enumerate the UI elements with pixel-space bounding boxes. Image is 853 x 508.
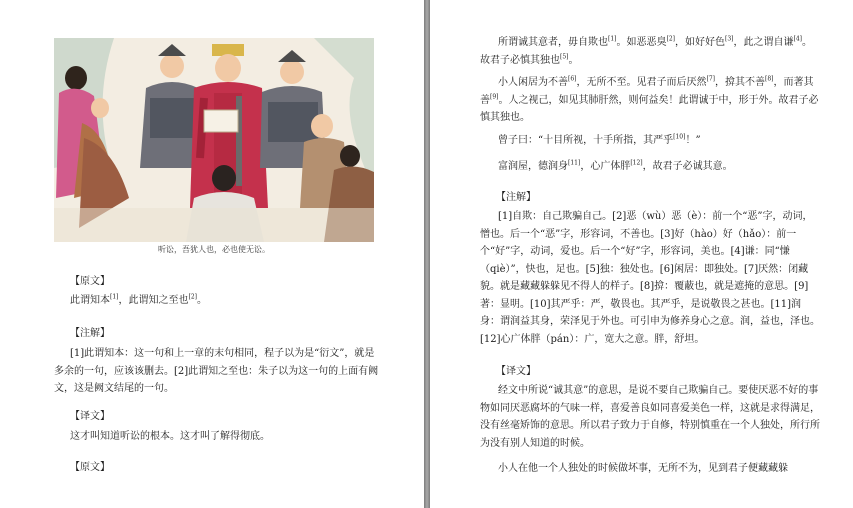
illustration-caption: 听讼，吾犹人也，必也使无讼。 xyxy=(158,245,270,254)
section-heading-translation: 【译文】 xyxy=(496,366,536,377)
original-text: 此谓知本[1]，此谓知之至也[2]。 xyxy=(70,293,207,306)
notes-text: [1]此谓知本：这一句和上一章的末句相同，程子以为是“衍文”，就是多余的一句，应该该删去。[2]此谓知之至也：朱子以为这一句的上面有阙文，这是阙文结尾的一句。 xyxy=(54,348,379,394)
left-page xyxy=(0,0,424,508)
translation-text: 这才叫知道听讼的根本。这才叫了解得彻底。 xyxy=(70,431,270,442)
section-heading-notes: 【注解】 xyxy=(70,328,110,339)
section-heading-translation: 【译文】 xyxy=(70,411,110,422)
courtroom-illustration xyxy=(54,38,374,242)
right-page xyxy=(430,0,853,508)
original-paragraph: 富润屋，德润身[11]，心广体胖[12]，故君子必诚其意。 xyxy=(498,159,733,172)
translation-paragraph: 经文中所说“诚其意”的意思，是说不要自己欺骗自己。要使厌恶不好的事物如同厌恶腐坏的气味一样，喜爱善良如同喜爱美色一样，这就是求得满足，没有丝毫矫饰的意思。所以君子致力于自修，特别慎重在一个人独处，所行所为没有别人知道的时候。 xyxy=(480,385,820,449)
original-paragraph: 曾子曰：“十目所视，十手所指，其严乎[10]！” xyxy=(498,133,701,146)
section-heading-original: 【原文】 xyxy=(70,276,110,287)
illustration xyxy=(54,38,374,242)
original-paragraph: 所谓诚其意者，毋自欺也[1]。如恶恶臭[2]，如好好色[3]，此之谓自谦[4]。故君子必慎其独也[5]。 xyxy=(480,35,812,66)
section-heading-notes: 【注解】 xyxy=(496,192,536,203)
section-heading-original-2: 【原文】 xyxy=(70,462,110,473)
translation-paragraph: 小人在他一个人独处的时候做坏事，无所不为，见到君子便藏藏躲 xyxy=(498,463,788,474)
original-paragraph: 小人闲居为不善[6]，无所不至。见君子而后厌然[7]，揜其不善[8]，而著其善[9]。人之视己，如见其肺肝然，则何益矣！此谓诚于中，形于外。故君子必慎其独也。 xyxy=(480,75,819,123)
notes-text: [1]自欺：自己欺骗自己。[2]恶（wù）恶（è）：前一个“恶”字，动词，憎也。后一个“恶”字，形容词，不善也。[3]好（hào）好（hǎo）：前一个“好”字，动词，爱也。后一个“好”字，形容词，美也。[4]谦：同“慊（qiè）”，快也，足也。[5]独：独处也。[6]闲居：即独处。[7]厌然：闭藏貌。就是藏藏躲躲见不得人的样子。[8]揜：覆蔽也，就是遮掩的意思。[9]著：显明。[10]其严乎：严，敬畏也。其严乎，是说敬畏之甚也。[11]润身：谓润益其身，荣泽见于外也。可引申为修养身心之意。润，益也，泽也。[12]心广体胖（pán）：广，宽大之意。胖，舒坦。 xyxy=(480,211,820,345)
